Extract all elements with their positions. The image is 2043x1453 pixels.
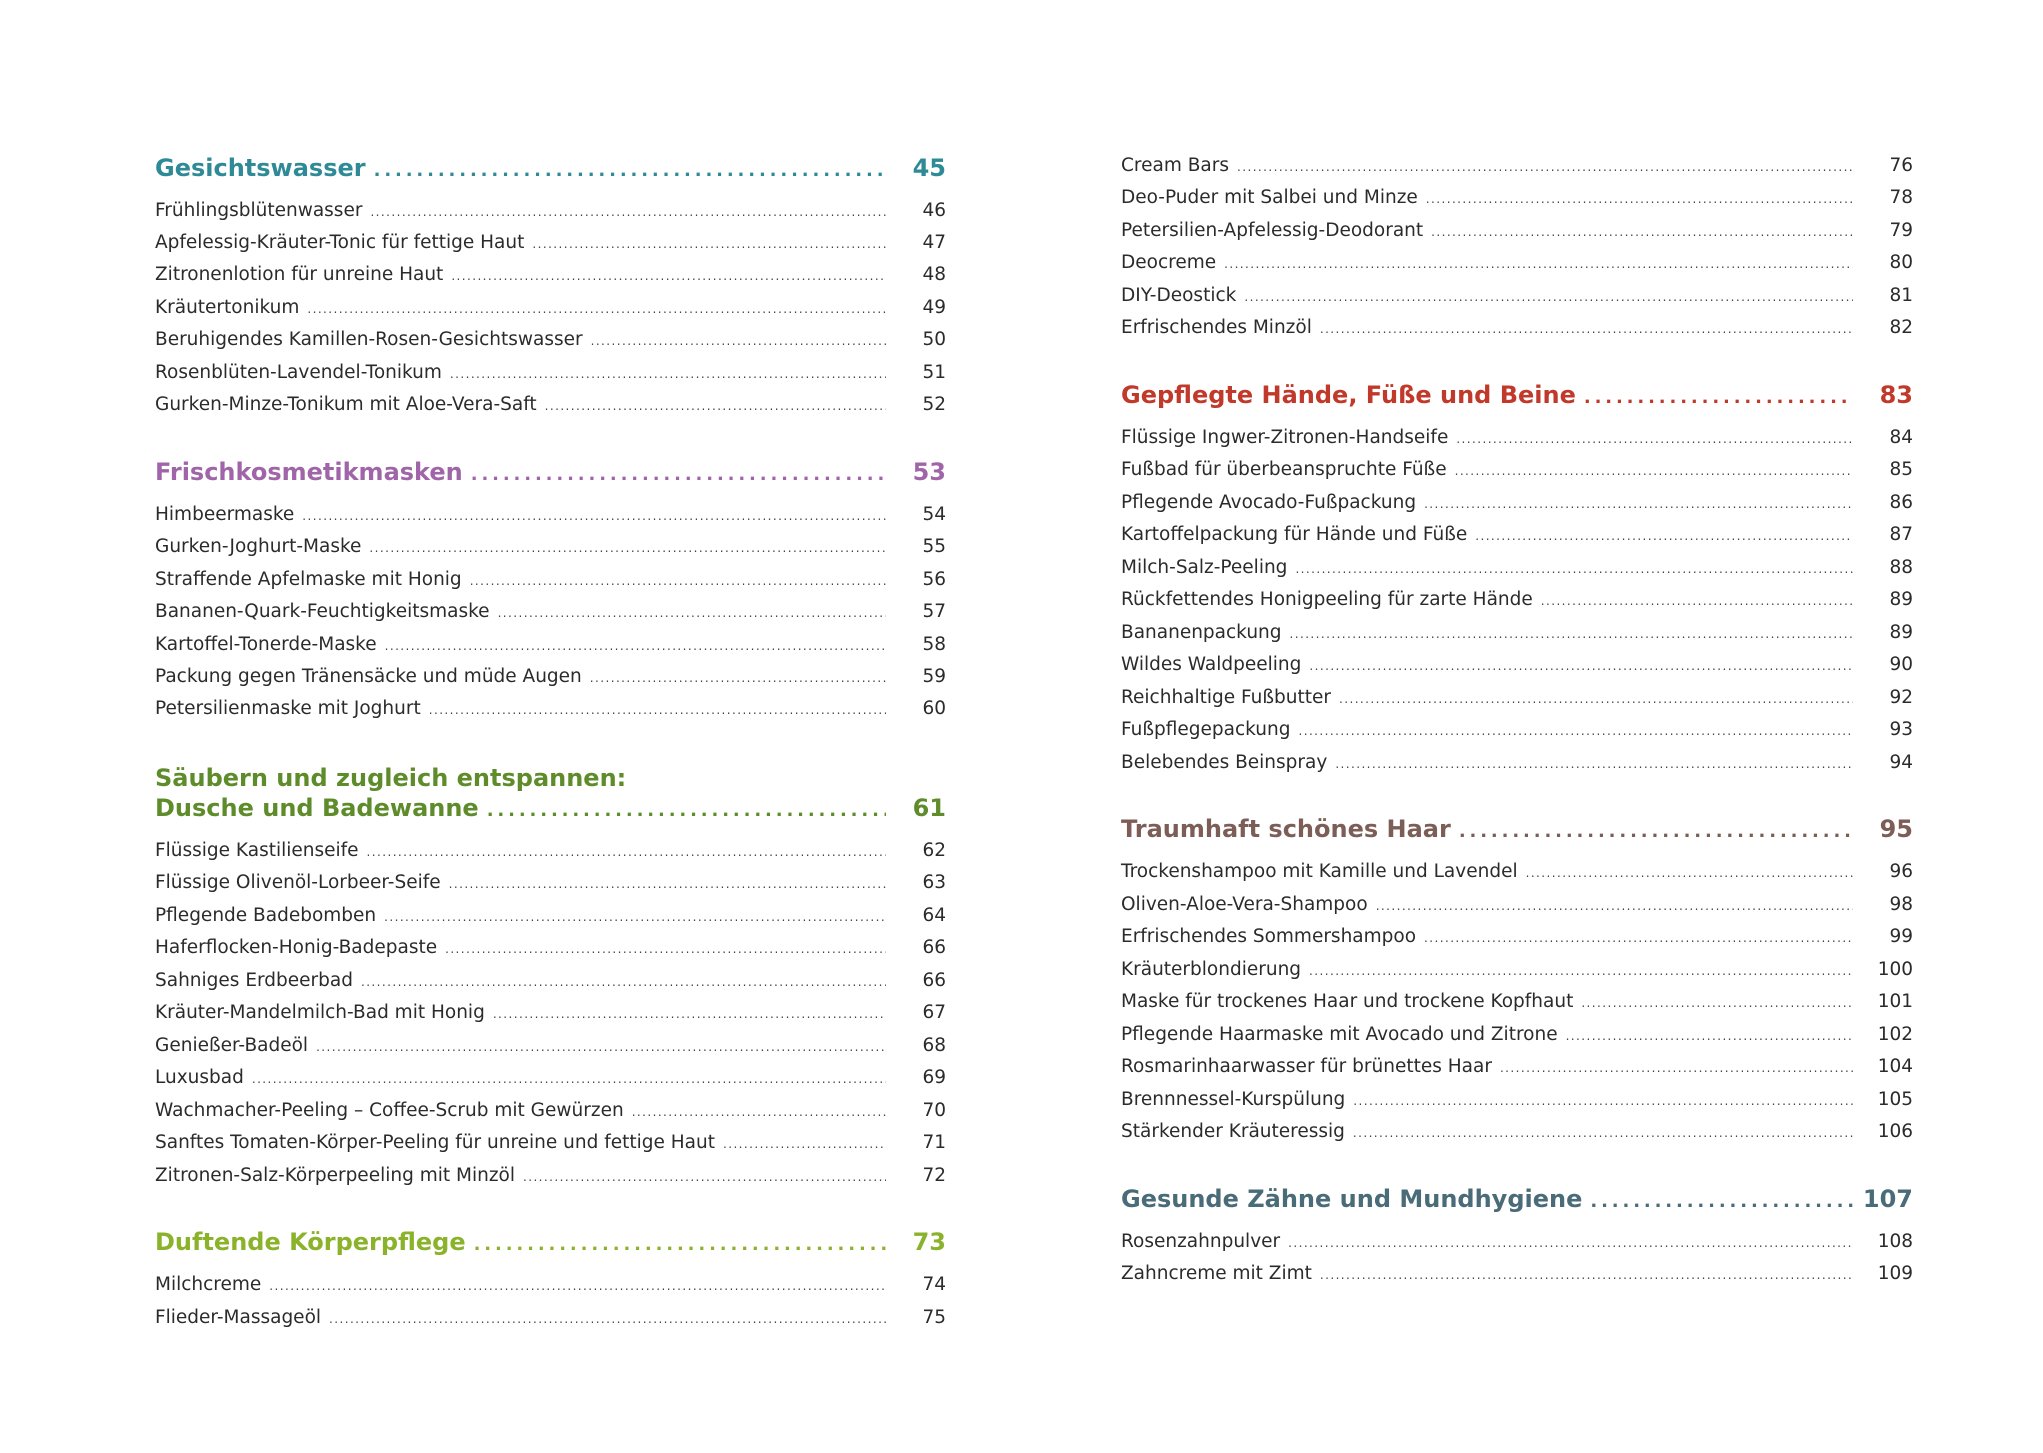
entry-page-number: 102 bbox=[1877, 1024, 1913, 1045]
dot-leader bbox=[1353, 1094, 1853, 1108]
entry-page-number: 56 bbox=[922, 569, 946, 590]
entry-page-number: 79 bbox=[1889, 220, 1913, 241]
entry-page-number: 100 bbox=[1877, 959, 1913, 980]
dot-leader bbox=[1541, 594, 1853, 608]
entry-page-number: 89 bbox=[1889, 589, 1913, 610]
entry-page-number: 50 bbox=[922, 329, 946, 350]
entry-label: Sahniges Erdbeerbad bbox=[155, 970, 353, 991]
section-page-number: 53 bbox=[912, 458, 946, 486]
entry-page-number: 96 bbox=[1889, 861, 1913, 882]
section-title: Duftende Körperpflege bbox=[155, 1228, 466, 1256]
toc-entry[interactable] bbox=[1121, 459, 1913, 485]
dot-leader bbox=[1584, 387, 1853, 408]
entry-label: Zitronen-Salz-Körperpeeling mit Minzöl bbox=[155, 1165, 515, 1186]
entry-page-number: 68 bbox=[922, 1035, 946, 1056]
toc-entry[interactable] bbox=[155, 937, 946, 963]
entry-page-number: 47 bbox=[922, 232, 946, 253]
entry-page-number: 75 bbox=[922, 1307, 946, 1328]
toc-entry[interactable] bbox=[1121, 959, 1913, 985]
entry-page-number: 46 bbox=[922, 200, 946, 221]
dot-leader bbox=[1376, 899, 1853, 913]
entry-page-number: 92 bbox=[1889, 687, 1913, 708]
dot-leader bbox=[370, 205, 886, 219]
entry-page-number: 52 bbox=[922, 394, 946, 415]
dot-leader bbox=[269, 1279, 886, 1293]
entry-page-number: 49 bbox=[922, 297, 946, 318]
dot-leader bbox=[1424, 931, 1853, 945]
entry-label: Deo-Puder mit Salbei und Minze bbox=[1121, 187, 1418, 208]
toc-entry[interactable] bbox=[1121, 894, 1913, 920]
entry-label: Erfrischendes Minzöl bbox=[1121, 317, 1312, 338]
dot-leader bbox=[1475, 529, 1853, 543]
entry-label: Flüssige Olivenöl-Lorbeer-Seife bbox=[155, 872, 441, 893]
entry-label: Pflegende Badebomben bbox=[155, 905, 377, 926]
toc-entry[interactable] bbox=[155, 264, 946, 290]
section-page-number: 73 bbox=[912, 1228, 946, 1256]
dot-leader bbox=[451, 269, 886, 283]
entry-page-number: 58 bbox=[922, 634, 946, 655]
entry-label: Fußpflegepackung bbox=[1121, 719, 1291, 740]
dot-leader bbox=[1526, 866, 1853, 880]
dot-leader bbox=[1335, 757, 1853, 771]
entry-label: Stärkender Kräuteressig bbox=[1121, 1121, 1345, 1142]
entry-label: Milchcreme bbox=[155, 1274, 262, 1295]
entry-label: Milch-Salz-Peeling bbox=[1121, 557, 1288, 578]
dot-leader bbox=[361, 975, 886, 989]
section-heading-gepflegte-haende[interactable] bbox=[1121, 381, 1913, 413]
toc-entry[interactable] bbox=[1121, 252, 1913, 278]
toc-entry[interactable] bbox=[1121, 991, 1913, 1017]
toc-entry[interactable] bbox=[155, 1100, 946, 1126]
toc-entry[interactable] bbox=[155, 840, 946, 866]
dot-leader bbox=[532, 237, 886, 251]
entry-page-number: 90 bbox=[1889, 654, 1913, 675]
entry-label: Apfelessig-Kräuter-Tonic für fettige Haut bbox=[155, 232, 525, 253]
toc-entry[interactable] bbox=[1121, 285, 1913, 311]
dot-leader bbox=[1426, 192, 1853, 206]
dot-leader bbox=[1295, 562, 1853, 576]
entry-page-number: 59 bbox=[922, 666, 946, 687]
dot-leader bbox=[1309, 964, 1853, 978]
dot-leader bbox=[450, 367, 886, 381]
toc-entry[interactable] bbox=[155, 232, 946, 258]
toc-entry[interactable] bbox=[1121, 926, 1913, 952]
dot-leader bbox=[1320, 1268, 1853, 1282]
dot-leader bbox=[493, 1007, 886, 1021]
section-heading-frischkosmetikmasken[interactable] bbox=[155, 458, 946, 490]
entry-page-number: 64 bbox=[922, 905, 946, 926]
entry-label: Frühlingsblütenwasser bbox=[155, 200, 363, 221]
toc-entry[interactable] bbox=[155, 1307, 946, 1333]
dot-leader bbox=[1566, 1029, 1853, 1043]
entry-label: Flüssige Ingwer-Zitronen-Handseife bbox=[1121, 427, 1449, 448]
section-title: Gesunde Zähne und Mundhygiene bbox=[1121, 1185, 1583, 1213]
dot-leader bbox=[523, 1170, 886, 1184]
toc-entry[interactable] bbox=[155, 666, 946, 692]
entry-label: Kräuterblondierung bbox=[1121, 959, 1302, 980]
toc-entry[interactable] bbox=[1121, 1056, 1913, 1082]
entry-page-number: 63 bbox=[922, 872, 946, 893]
entry-page-number: 57 bbox=[922, 601, 946, 622]
toc-entry[interactable] bbox=[1121, 492, 1913, 518]
entry-label: Rosmarinhaarwasser für brünettes Haar bbox=[1121, 1056, 1492, 1077]
entry-page-number: 51 bbox=[922, 362, 946, 383]
entry-label: Fußbad für überbeanspruchte Füße bbox=[1121, 459, 1447, 480]
section-heading-dusche-und-badewanne[interactable] bbox=[155, 762, 946, 826]
dot-leader bbox=[374, 160, 886, 181]
entry-page-number: 80 bbox=[1889, 252, 1913, 273]
dot-leader bbox=[445, 942, 886, 956]
toc-entry[interactable] bbox=[1121, 589, 1913, 615]
entry-label: Flüssige Kastilienseife bbox=[155, 840, 359, 861]
toc-entry[interactable] bbox=[155, 394, 946, 420]
dot-leader bbox=[632, 1105, 886, 1119]
entry-page-number: 89 bbox=[1889, 622, 1913, 643]
dot-leader bbox=[1290, 627, 1853, 641]
entry-page-number: 74 bbox=[922, 1274, 946, 1295]
entry-page-number: 88 bbox=[1889, 557, 1913, 578]
entry-page-number: 86 bbox=[1889, 492, 1913, 513]
dot-leader bbox=[384, 910, 886, 924]
toc-entry[interactable] bbox=[155, 1165, 946, 1191]
entry-page-number: 66 bbox=[922, 970, 946, 991]
dot-leader bbox=[369, 541, 886, 555]
toc-entry[interactable] bbox=[155, 504, 946, 530]
toc-entry[interactable] bbox=[1121, 1121, 1913, 1147]
toc-entry[interactable] bbox=[155, 329, 946, 355]
section-page-number: 45 bbox=[912, 154, 946, 182]
entry-page-number: 66 bbox=[922, 937, 946, 958]
entry-label: Packung gegen Tränensäcke und müde Augen bbox=[155, 666, 582, 687]
section-page-number: 83 bbox=[1879, 381, 1913, 409]
toc-entry[interactable] bbox=[155, 1067, 946, 1093]
toc-entry[interactable] bbox=[155, 970, 946, 996]
toc-entry[interactable] bbox=[155, 1002, 946, 1028]
entry-label: Rückfettendes Honigpeeling für zarte Hände bbox=[1121, 589, 1533, 610]
dot-leader bbox=[1431, 225, 1853, 239]
dot-leader bbox=[474, 1234, 886, 1255]
entry-page-number: 85 bbox=[1889, 459, 1913, 480]
entry-page-number: 81 bbox=[1889, 285, 1913, 306]
dot-leader bbox=[1339, 692, 1853, 706]
dot-leader bbox=[316, 1040, 886, 1054]
entry-label: Bananenpackung bbox=[1121, 622, 1282, 643]
section-title: Gesichtswasser bbox=[155, 154, 366, 182]
toc-entry[interactable] bbox=[155, 872, 946, 898]
entry-page-number: 98 bbox=[1889, 894, 1913, 915]
entry-label: Zahncreme mit Zimt bbox=[1121, 1263, 1312, 1284]
dot-leader bbox=[1320, 322, 1853, 336]
dot-leader bbox=[1581, 996, 1853, 1010]
entry-page-number: 108 bbox=[1877, 1231, 1913, 1252]
section-title: Gepflegte Hände, Füße und Beine bbox=[1121, 381, 1576, 409]
toc-entry[interactable] bbox=[1121, 719, 1913, 745]
dot-leader bbox=[1459, 821, 1853, 842]
entry-label: Trockenshampoo mit Kamille und Lavendel bbox=[1121, 861, 1518, 882]
entry-label: Kräuter-Mandelmilch-Bad mit Honig bbox=[155, 1002, 485, 1023]
toc-entry[interactable] bbox=[155, 1274, 946, 1300]
entry-label: Straffende Apfelmaske mit Honig bbox=[155, 569, 462, 590]
toc-entry[interactable] bbox=[155, 362, 946, 388]
toc-entry[interactable] bbox=[155, 536, 946, 562]
section-heading-duftende-koerperpflege[interactable] bbox=[155, 1228, 946, 1260]
entry-page-number: 99 bbox=[1889, 926, 1913, 947]
entry-label: Bananen-Quark-Feuchtigkeitsmaske bbox=[155, 601, 490, 622]
entry-label: Sanftes Tomaten-Körper-Peeling für unreine und fettige Haut bbox=[155, 1132, 715, 1153]
entry-label: Haferflocken-Honig-Badepaste bbox=[155, 937, 438, 958]
dot-leader bbox=[1500, 1061, 1853, 1075]
dot-leader bbox=[1590, 1191, 1853, 1212]
entry-label: DIY-Deostick bbox=[1121, 285, 1237, 306]
section-title: Frischkosmetikmasken bbox=[155, 458, 463, 486]
entry-page-number: 94 bbox=[1889, 752, 1913, 773]
toc-entry[interactable] bbox=[1121, 622, 1913, 648]
dot-leader bbox=[545, 399, 886, 413]
entry-page-number: 72 bbox=[922, 1165, 946, 1186]
entry-page-number: 101 bbox=[1877, 991, 1913, 1012]
dot-leader bbox=[1224, 257, 1853, 271]
toc-entry[interactable] bbox=[155, 601, 946, 627]
entry-label: Maske für trockenes Haar und trockene Kopfhaut bbox=[1121, 991, 1574, 1012]
toc-entry[interactable] bbox=[155, 297, 946, 323]
section-heading-gesichtswasser[interactable] bbox=[155, 154, 946, 186]
entry-label: Oliven-Aloe-Vera-Shampoo bbox=[1121, 894, 1368, 915]
dot-leader bbox=[1237, 160, 1853, 174]
entry-page-number: 67 bbox=[922, 1002, 946, 1023]
dot-leader bbox=[252, 1072, 886, 1086]
entry-label: Petersilienmaske mit Joghurt bbox=[155, 698, 421, 719]
dot-leader bbox=[329, 1312, 886, 1326]
entry-page-number: 54 bbox=[922, 504, 946, 525]
dot-leader bbox=[471, 464, 886, 485]
toc-entry[interactable] bbox=[155, 905, 946, 931]
dot-leader bbox=[1455, 464, 1853, 478]
entry-page-number: 78 bbox=[1889, 187, 1913, 208]
toc-entry[interactable] bbox=[1121, 524, 1913, 550]
section-heading-gesunde-zaehne[interactable] bbox=[1121, 1185, 1913, 1217]
section-title: Dusche und Badewanne bbox=[155, 794, 479, 822]
toc-entry[interactable] bbox=[1121, 1231, 1913, 1257]
dot-leader bbox=[1299, 724, 1854, 738]
dot-leader bbox=[1353, 1126, 1853, 1140]
entry-label: Genießer-Badeöl bbox=[155, 1035, 309, 1056]
entry-label: Erfrischendes Sommershampoo bbox=[1121, 926, 1417, 947]
section-heading-traumhaft-schoenes-haar[interactable] bbox=[1121, 815, 1913, 847]
entry-label: Kartoffel-Tonerde-Maske bbox=[155, 634, 377, 655]
entry-page-number: 109 bbox=[1877, 1263, 1913, 1284]
entry-page-number: 62 bbox=[922, 840, 946, 861]
entry-label: Reichhaltige Fußbutter bbox=[1121, 687, 1332, 708]
entry-label: Wachmacher-Peeling – Coffee-Scrub mit Gewürzen bbox=[155, 1100, 624, 1121]
entry-page-number: 48 bbox=[922, 264, 946, 285]
toc-entry[interactable] bbox=[1121, 187, 1913, 213]
toc-entry[interactable] bbox=[1121, 752, 1913, 778]
toc-entry[interactable] bbox=[1121, 155, 1913, 181]
toc-entry[interactable] bbox=[155, 698, 946, 724]
dot-leader bbox=[367, 845, 886, 859]
toc-entry[interactable] bbox=[1121, 1089, 1913, 1115]
toc-entry[interactable] bbox=[1121, 861, 1913, 887]
entry-label: Gurken-Minze-Tonikum mit Aloe-Vera-Saft bbox=[155, 394, 537, 415]
dot-leader bbox=[470, 574, 886, 588]
entry-label: Kartoffelpackung für Hände und Füße bbox=[1121, 524, 1468, 545]
dot-leader bbox=[723, 1137, 886, 1151]
entry-page-number: 69 bbox=[922, 1067, 946, 1088]
entry-page-number: 106 bbox=[1877, 1121, 1913, 1142]
entry-label: Rosenblüten-Lavendel-Tonikum bbox=[155, 362, 442, 383]
toc-entry[interactable] bbox=[155, 1035, 946, 1061]
entry-label: Deocreme bbox=[1121, 252, 1217, 273]
entry-label: Luxusbad bbox=[155, 1067, 244, 1088]
toc-entry[interactable] bbox=[1121, 317, 1913, 343]
dot-leader bbox=[1424, 497, 1853, 511]
toc-entry[interactable] bbox=[155, 569, 946, 595]
toc-entry[interactable] bbox=[155, 200, 946, 226]
dot-leader bbox=[590, 671, 886, 685]
dot-leader bbox=[1244, 290, 1853, 304]
entry-label: Flieder-Massageöl bbox=[155, 1307, 322, 1328]
dot-leader bbox=[385, 639, 886, 653]
toc-entry[interactable] bbox=[1121, 1024, 1913, 1050]
dot-leader bbox=[429, 703, 886, 717]
entry-label: Himbeermaske bbox=[155, 504, 295, 525]
entry-label: Zitronenlotion für unreine Haut bbox=[155, 264, 444, 285]
section-page-number: 107 bbox=[1862, 1185, 1913, 1213]
dot-leader bbox=[449, 877, 886, 891]
dot-leader bbox=[1288, 1236, 1853, 1250]
entry-page-number: 105 bbox=[1877, 1089, 1913, 1110]
entry-label: Pflegende Haarmaske mit Avocado und Zitrone bbox=[1121, 1024, 1558, 1045]
toc-entry[interactable] bbox=[1121, 427, 1913, 453]
entry-label: Kräutertonikum bbox=[155, 297, 300, 318]
section-page-number: 61 bbox=[912, 794, 946, 822]
entry-page-number: 60 bbox=[922, 698, 946, 719]
entry-label: Petersilien-Apfelessig-Deodorant bbox=[1121, 220, 1424, 241]
entry-label: Beruhigendes Kamillen-Rosen-Gesichtswasser bbox=[155, 329, 583, 350]
toc-entry[interactable] bbox=[1121, 220, 1913, 246]
entry-page-number: 55 bbox=[922, 536, 946, 557]
dot-leader bbox=[498, 606, 886, 620]
dot-leader bbox=[302, 509, 886, 523]
dot-leader bbox=[307, 302, 886, 316]
entry-label: Rosenzahnpulver bbox=[1121, 1231, 1281, 1252]
toc-entry[interactable] bbox=[155, 1132, 946, 1158]
entry-page-number: 76 bbox=[1889, 155, 1913, 176]
toc-entry[interactable] bbox=[1121, 557, 1913, 583]
entry-page-number: 70 bbox=[922, 1100, 946, 1121]
entry-page-number: 71 bbox=[922, 1132, 946, 1153]
entry-label: Gurken-Joghurt-Maske bbox=[155, 536, 362, 557]
dot-leader bbox=[1309, 659, 1853, 673]
entry-label: Wildes Waldpeeling bbox=[1121, 654, 1302, 675]
entry-page-number: 87 bbox=[1889, 524, 1913, 545]
dot-leader bbox=[591, 334, 886, 348]
entry-label: Belebendes Beinspray bbox=[1121, 752, 1328, 773]
toc-entry[interactable] bbox=[1121, 687, 1913, 713]
entry-label: Pflegende Avocado-Fußpackung bbox=[1121, 492, 1417, 513]
dot-leader bbox=[487, 800, 886, 821]
section-title: Traumhaft schönes Haar bbox=[1121, 815, 1451, 843]
entry-page-number: 104 bbox=[1877, 1056, 1913, 1077]
section-page-number: 95 bbox=[1879, 815, 1913, 843]
dot-leader bbox=[1456, 432, 1853, 446]
toc-entry[interactable] bbox=[1121, 1263, 1913, 1289]
entry-page-number: 82 bbox=[1889, 317, 1913, 338]
toc-entry[interactable] bbox=[1121, 654, 1913, 680]
entry-page-number: 84 bbox=[1889, 427, 1913, 448]
section-title-line1: Säubern und zugleich entspannen: bbox=[155, 764, 627, 792]
entry-label: Brennnessel-Kurspülung bbox=[1121, 1089, 1346, 1110]
toc-entry[interactable] bbox=[155, 634, 946, 660]
entry-label: Cream Bars bbox=[1121, 155, 1230, 176]
entry-page-number: 93 bbox=[1889, 719, 1913, 740]
